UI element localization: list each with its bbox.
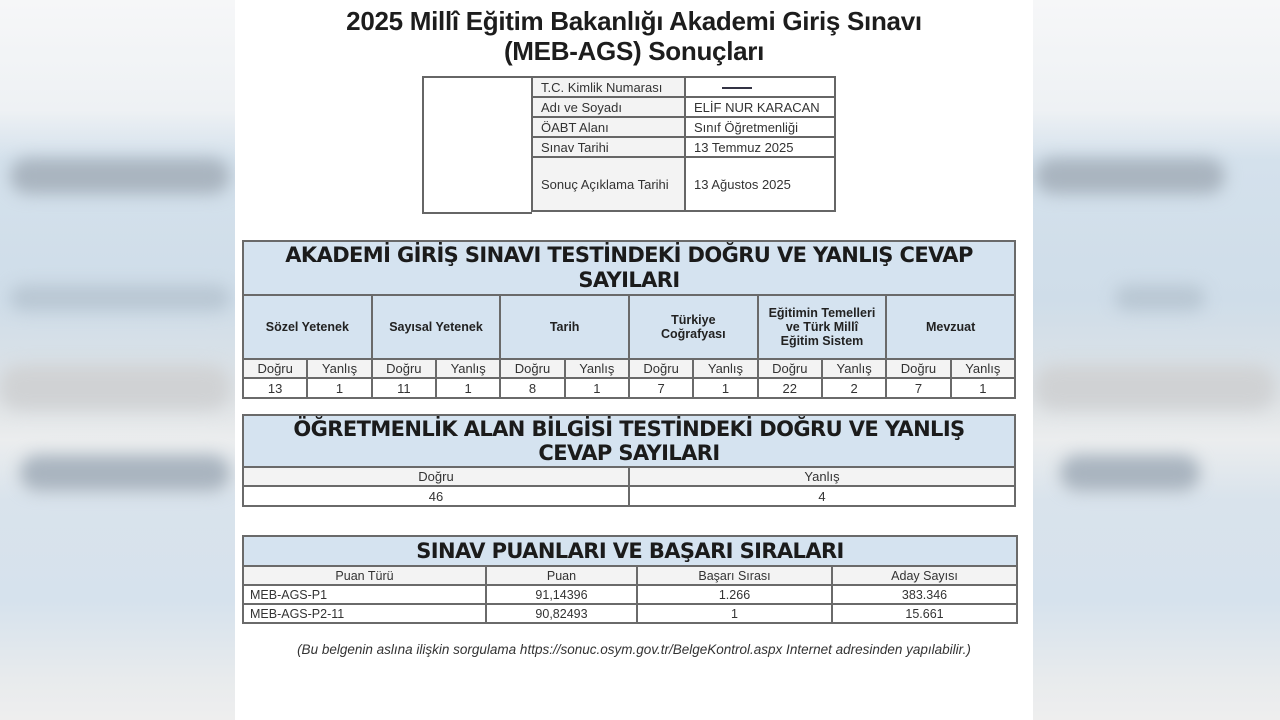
wrong-label: Yanlış (629, 467, 1015, 486)
correct-label: Doğru (243, 467, 629, 486)
column-header: Başarı Sırası (637, 566, 832, 585)
wrong-count: 1 (436, 378, 500, 398)
correct-label: Doğru (886, 359, 950, 378)
info-row-id (532, 77, 835, 97)
column-header: Aday Sayısı (832, 566, 1017, 585)
info-label: Adı ve Soyadı (532, 97, 685, 117)
wrong-label: Yanlış (951, 359, 1015, 378)
score-value: 90,82493 (486, 604, 637, 623)
wrong-label: Yanlış (436, 359, 500, 378)
blurred-background-band (10, 158, 230, 194)
info-row-result-date (532, 157, 835, 211)
subject-header: Tarih (500, 295, 629, 359)
blurred-background-band (1060, 455, 1200, 491)
wrong-count: 1 (693, 378, 757, 398)
correct-label: Doğru (243, 359, 307, 378)
correct-count: 13 (243, 378, 307, 398)
info-row-field (532, 117, 835, 137)
subject-header: Sayısal Yetenek (372, 295, 501, 359)
candidate-count: 383.346 (832, 585, 1017, 604)
wrong-count: 1 (307, 378, 371, 398)
score-type: MEB-AGS-P1 (243, 585, 486, 604)
column-header: Puan Türü (243, 566, 486, 585)
info-value: Sınıf Öğretmenliği (685, 117, 835, 137)
info-label: T.C. Kimlik Numarası (532, 77, 685, 97)
blurred-background-band (0, 365, 230, 410)
wrong-label: Yanlış (565, 359, 629, 378)
correct-label: Doğru (629, 359, 693, 378)
rank-value: 1 (637, 604, 832, 623)
rank-value: 1.266 (637, 585, 832, 604)
correct-count: 7 (629, 378, 693, 398)
oabt-answers-table (242, 414, 1016, 507)
info-label: Sonuç Açıklama Tarihi (532, 157, 685, 211)
wrong-count: 4 (629, 486, 1015, 506)
info-label: Sınav Tarihi (532, 137, 685, 157)
correct-label: Doğru (372, 359, 436, 378)
correct-label: Doğru (500, 359, 564, 378)
photo-placeholder (422, 76, 532, 214)
subject-header: Eğitimin Temelleri ve Türk Millî Eğitim Sistem (758, 295, 887, 359)
blurred-background-band (20, 455, 230, 491)
verification-footnote: (Bu belgenin aslına ilişkin sorgulama https://sonuc.osym.gov.tr/BelgeKontrol.aspx Internet adresinden yapılabilir.) (297, 642, 971, 657)
blurred-background-band (10, 285, 230, 311)
subject-header: Sözel Yetenek (243, 295, 372, 359)
correct-label: Doğru (758, 359, 822, 378)
correct-count: 46 (243, 486, 629, 506)
scores-table (242, 535, 1018, 624)
results-document (235, 0, 1033, 720)
id-number-redacted (685, 77, 835, 97)
wrong-count: 1 (565, 378, 629, 398)
score-value: 91,14396 (486, 585, 637, 604)
blurred-background-band (1035, 158, 1225, 194)
candidate-info-table (531, 76, 836, 212)
correct-count: 8 (500, 378, 564, 398)
title-line-2: (MEB-AGS) Sonuçları (503, 36, 765, 66)
subject-header: Mevzuat (886, 295, 1015, 359)
correct-count: 11 (372, 378, 436, 398)
redaction-mark (722, 87, 752, 89)
blurred-background-band (1035, 365, 1275, 410)
info-label: ÖABT Alanı (532, 117, 685, 137)
ags-answers-table (242, 240, 1016, 399)
candidate-count: 15.661 (832, 604, 1017, 623)
section-heading: ÖĞRETMENLİK ALAN BİLGİSİ TESTİNDEKİ DOĞRU VE YANLIŞ CEVAP SAYILARI (243, 415, 1015, 467)
title-line-1: 2025 Millî Eğitim Bakanlığı Akademi Giriş Sınavı (346, 6, 922, 36)
info-value: 13 Temmuz 2025 (685, 137, 835, 157)
table-row (243, 585, 1017, 604)
wrong-count: 2 (822, 378, 886, 398)
column-header: Puan (486, 566, 637, 585)
correct-count: 7 (886, 378, 950, 398)
section-heading: AKADEMİ GİRİŞ SINAVI TESTİNDEKİ DOĞRU VE YANLIŞ CEVAP SAYILARI (243, 241, 1015, 295)
wrong-label: Yanlış (307, 359, 371, 378)
info-value: 13 Ağustos 2025 (685, 157, 835, 211)
subject-header: Türkiye Coğrafyası (629, 295, 758, 359)
table-row (243, 604, 1017, 623)
section-heading: SINAV PUANLARI VE BAŞARI SIRALARI (243, 536, 1017, 566)
blurred-background-band (1115, 285, 1205, 311)
info-row-name (532, 97, 835, 117)
wrong-label: Yanlış (822, 359, 886, 378)
info-value: ELİF NUR KARACAN (685, 97, 835, 117)
score-type: MEB-AGS-P2-11 (243, 604, 486, 623)
info-row-exam-date (532, 137, 835, 157)
document-title (235, 6, 1033, 66)
wrong-label: Yanlış (693, 359, 757, 378)
wrong-count: 1 (951, 378, 1015, 398)
correct-count: 22 (758, 378, 822, 398)
